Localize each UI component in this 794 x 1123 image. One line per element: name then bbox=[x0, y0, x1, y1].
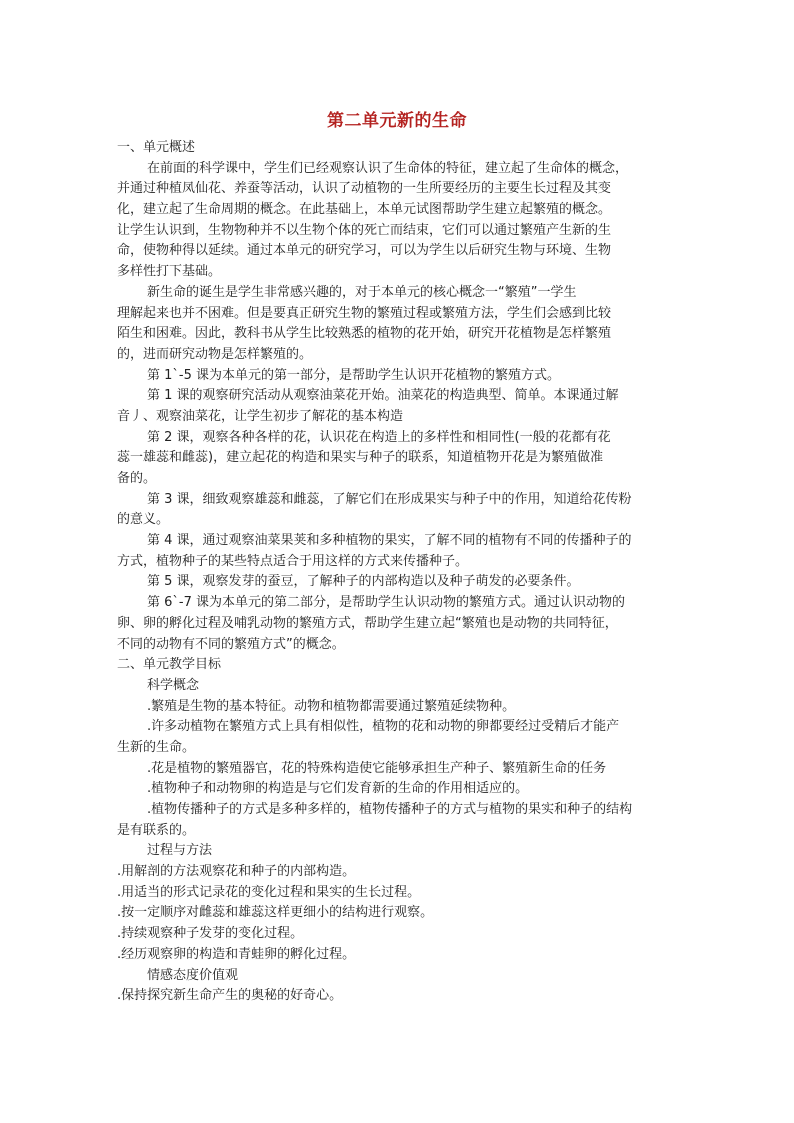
text-line: .植物传播种子的方式是多种多样的，植物传播种子的方式与植物的果实和种子的结构 bbox=[147, 802, 633, 817]
text-line: 音丿、观察油菜花，让学生初步了解花的基本构造 bbox=[117, 408, 404, 424]
text-line: .植物种子和动物卵的构造是与它们发育新的生命的作用相适应的。 bbox=[147, 781, 529, 797]
text-line: 第 5 课，观察发芽的蚕豆，了解种子的内部构造以及种子萌发的必要条件。 bbox=[147, 574, 580, 590]
text-line: 让学生认识到，生物物种并不以生物个体的死亡而结束，它们可以通过繁殖产生新的生 bbox=[117, 222, 612, 238]
text-line: 第 6`-7 课为本单元的第二部分，是帮助学生认识动物的繁殖方式。通过认识动物的 bbox=[147, 595, 625, 611]
document-body bbox=[117, 138, 682, 1007]
text-line: 第 1 课的观察研究活动从观察油菜花开始。油菜花的构造典型、简单。本课通过解 bbox=[147, 388, 619, 404]
text-line: 化，建立起了生命周期的概念。在此基础上，本单元试图帮助学生建立起繁殖的概念。 bbox=[117, 202, 612, 218]
text-line: 命，使物种得以延续。通过本单元的研究学习，可以为学生以后研究生物与环境、生物 bbox=[117, 243, 612, 259]
text-line: 二、单元教学目标 bbox=[117, 657, 222, 673]
text-line: 是有联系的。 bbox=[117, 822, 196, 838]
text-line: .花是植物的繁殖器官，花的特殊构造使它能够承担生产种子、繁殖新生命的任务 bbox=[147, 760, 607, 776]
text-line: 科学概念 bbox=[147, 677, 200, 693]
text-line: 理解起来也并不困难。但是要真正研究生物的繁殖过程或繁殖方法，学生们会感到比较 bbox=[117, 305, 612, 321]
text-line: .经历观察卵的构造和青蛙卵的孵化过程。 bbox=[117, 946, 356, 962]
text-line: .许多动植物在繁殖方式上具有相似性，植物的花和动物的卵都要经过受精后才能产 bbox=[147, 719, 620, 735]
text-line: .持续观察种子发芽的变化过程。 bbox=[117, 926, 304, 942]
text-line: .按一定顺序对雌蕊和雄蕊这样更细小的结构进行观察。 bbox=[117, 905, 434, 921]
text-line: .保持探究新生命产生的奥秘的好奇心。 bbox=[117, 988, 343, 1004]
text-line: 卵、卵的孵化过程及哺乳动物的繁殖方式，帮助学生建立起“繁殖也是动物的共同特征， bbox=[117, 615, 618, 631]
text-line: .繁殖是生物的基本特征。动物和植物都需要通过繁殖延续物种。 bbox=[147, 698, 516, 714]
text-line: 情感态度价值观 bbox=[147, 967, 239, 983]
text-line: 新生命的诞生是学生非常感兴趣的，对于本单元的核心概念一“繁殖”一学生 bbox=[147, 284, 577, 300]
text-line: 生新的生命。 bbox=[117, 739, 196, 755]
text-line: 不同的动物有不同的繁殖方式”的概念。 bbox=[117, 636, 345, 652]
text-line: 在前面的科学课中，学生们已经观察认识了生命体的特征，建立起了生命体的概念， bbox=[147, 160, 629, 176]
text-line: 陌生和困难。因此，教科书从学生比较熟悉的植物的花开始，研究开花植物是怎样繁殖 bbox=[117, 326, 612, 342]
text-line: 备的。 bbox=[117, 471, 157, 486]
text-line: .用解剖的方法观察花和种子的内部构造。 bbox=[117, 864, 356, 880]
text-line: 第 1`-5 课为本单元的第一部分，是帮助学生认识开花植物的繁殖方式。 bbox=[147, 367, 560, 383]
text-line: 多样性打下基础。 bbox=[117, 264, 222, 280]
text-line: 一、单元概述 bbox=[117, 140, 196, 155]
text-line: 并通过种植凤仙花、养蚕等活动，认识了动植物的一生所要经历的主要生长过程及其变 bbox=[117, 181, 612, 197]
text-line: 第 2 课，观察各种各样的花，认识花在构造上的多样性和相同性(一般的花都有花 bbox=[147, 429, 611, 445]
text-line: 蕊一雄蕊和雌蕊)，建立起花的构造和果实与种子的联系，知道植物开花是为繁殖做准 bbox=[117, 450, 604, 466]
document-title: 第二单元新的生命 bbox=[327, 111, 467, 131]
text-line: .用适当的形式记录花的变化过程和果实的生长过程。 bbox=[117, 884, 421, 900]
text-line: 第 4 课，通过观察油菜果荚和多种植物的果实，了解不同的植物有不同的传播种子的 bbox=[147, 533, 632, 549]
text-line: 的，进而研究动物是怎样繁殖的。 bbox=[117, 346, 313, 362]
text-line: 方式，植物种子的某些特点适合于用这样的方式来传播种子。 bbox=[117, 553, 469, 569]
text-line: 的意义。 bbox=[117, 512, 170, 528]
text-line: 第 3 课，细致观察雄蕊和雌蕊，了解它们在形成果实与种子中的作用，知道给花传粉 bbox=[147, 491, 632, 507]
text-line: 过程与方法 bbox=[147, 843, 213, 859]
